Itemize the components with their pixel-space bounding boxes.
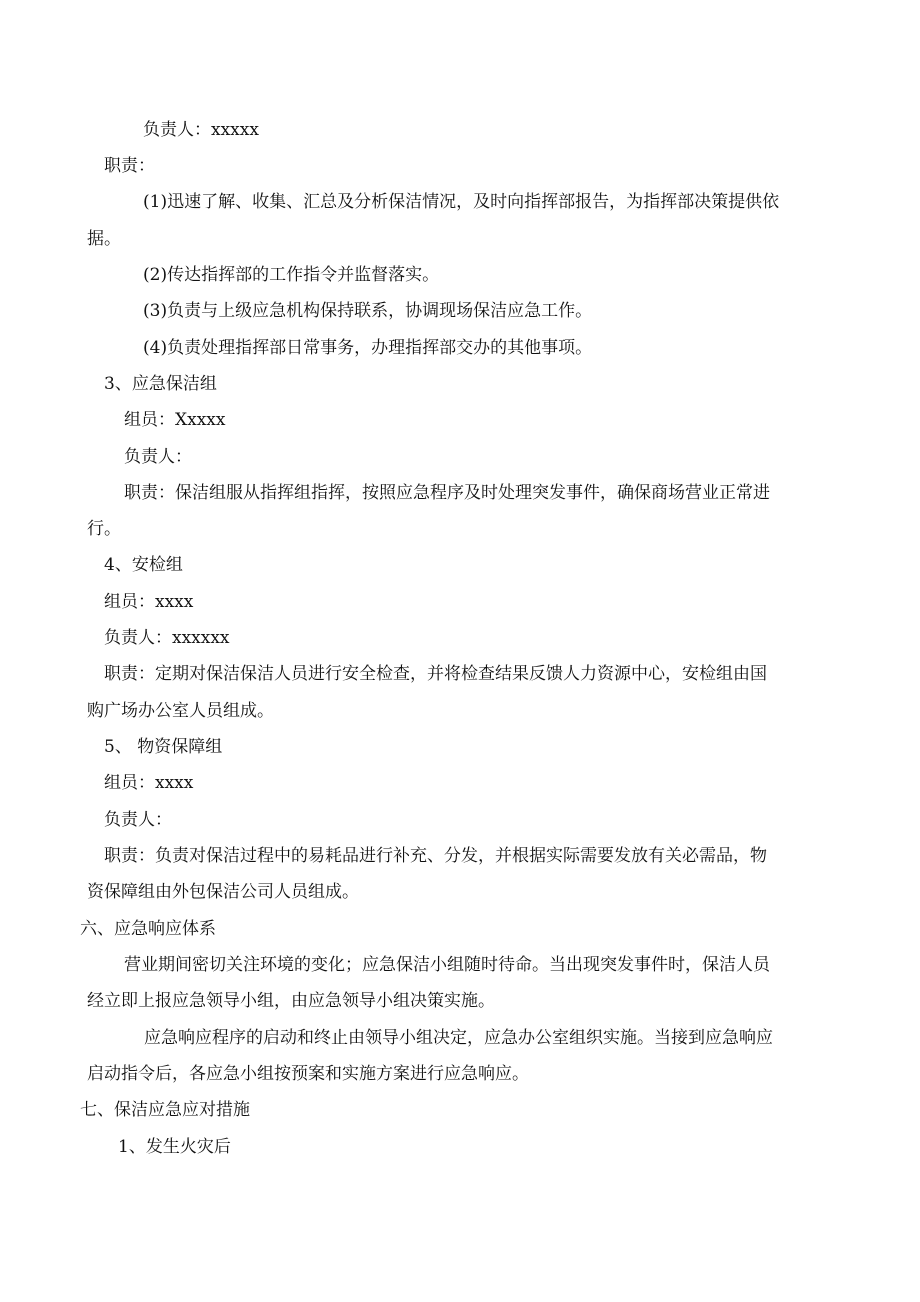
text-line-4: 据。 [87, 229, 121, 249]
section-heading-seven: 七、保洁应急应对措施 [80, 1100, 250, 1120]
section-heading-six: 六、应急响应体系 [80, 919, 216, 939]
subsection-heading-1: 1、发生火灾后 [118, 1137, 231, 1157]
text-line-5: (2)传达指挥部的工作指令并监督落实。 [143, 265, 440, 285]
text-line-25: 经立即上报应急领导小组，由应急领导小组决策实施。 [87, 991, 495, 1011]
text-line-19: 组员：xxxx [104, 773, 194, 793]
text-line-22: 资保障组由外包保洁公司人员组成。 [87, 882, 359, 902]
text-line-14: 组员：xxxx [104, 592, 194, 612]
text-line-2: 职责： [104, 156, 155, 176]
section-heading-3: 3、应急保洁组 [104, 374, 217, 394]
text-line-11: 职责：保洁组服从指挥组指挥，按照应急程序及时处理突发事件，确保商场营业正常进 [124, 483, 770, 503]
text-line-15: 负责人：xxxxxx [104, 628, 230, 648]
text-line-7: (4)负责处理指挥部日常事务，办理指挥部交办的其他事项。 [143, 338, 593, 358]
text-line-1: 负责人：xxxxx [143, 120, 259, 140]
text-line-27: 启动指令后，各应急小组按预案和实施方案进行应急响应。 [87, 1064, 529, 1084]
text-line-3: (1)迅速了解、收集、汇总及分析保洁情况，及时向指挥部报告，为指挥部决策提供依 [143, 192, 780, 212]
text-line-9: 组员：Xxxxx [124, 410, 226, 430]
section-heading-4: 4、安检组 [104, 555, 183, 575]
text-line-16: 职责：定期对保洁保洁人员进行安全检查，并将检查结果反馈人力资源中心，安检组由国 [104, 664, 767, 684]
text-line-17: 购广场办公室人员组成。 [87, 701, 274, 721]
text-line-20: 负责人： [104, 810, 172, 830]
text-line-21: 职责：负责对保洁过程中的易耗品进行补充、分发，并根据实际需要发放有关必需品，物 [104, 846, 767, 866]
text-line-10: 负责人： [124, 447, 192, 467]
text-line-12: 行。 [87, 519, 121, 539]
text-line-6: (3)负责与上级应急机构保持联系，协调现场保洁应急工作。 [143, 301, 593, 321]
text-line-26: 应急响应程序的启动和终止由领导小组决定，应急办公室组织实施。当接到应急响应 [144, 1028, 773, 1048]
text-line-24: 营业期间密切关注环境的变化；应急保洁小组随时待命。当出现突发事件时，保洁人员 [124, 955, 770, 975]
section-heading-5: 5、 物资保障组 [104, 737, 223, 757]
